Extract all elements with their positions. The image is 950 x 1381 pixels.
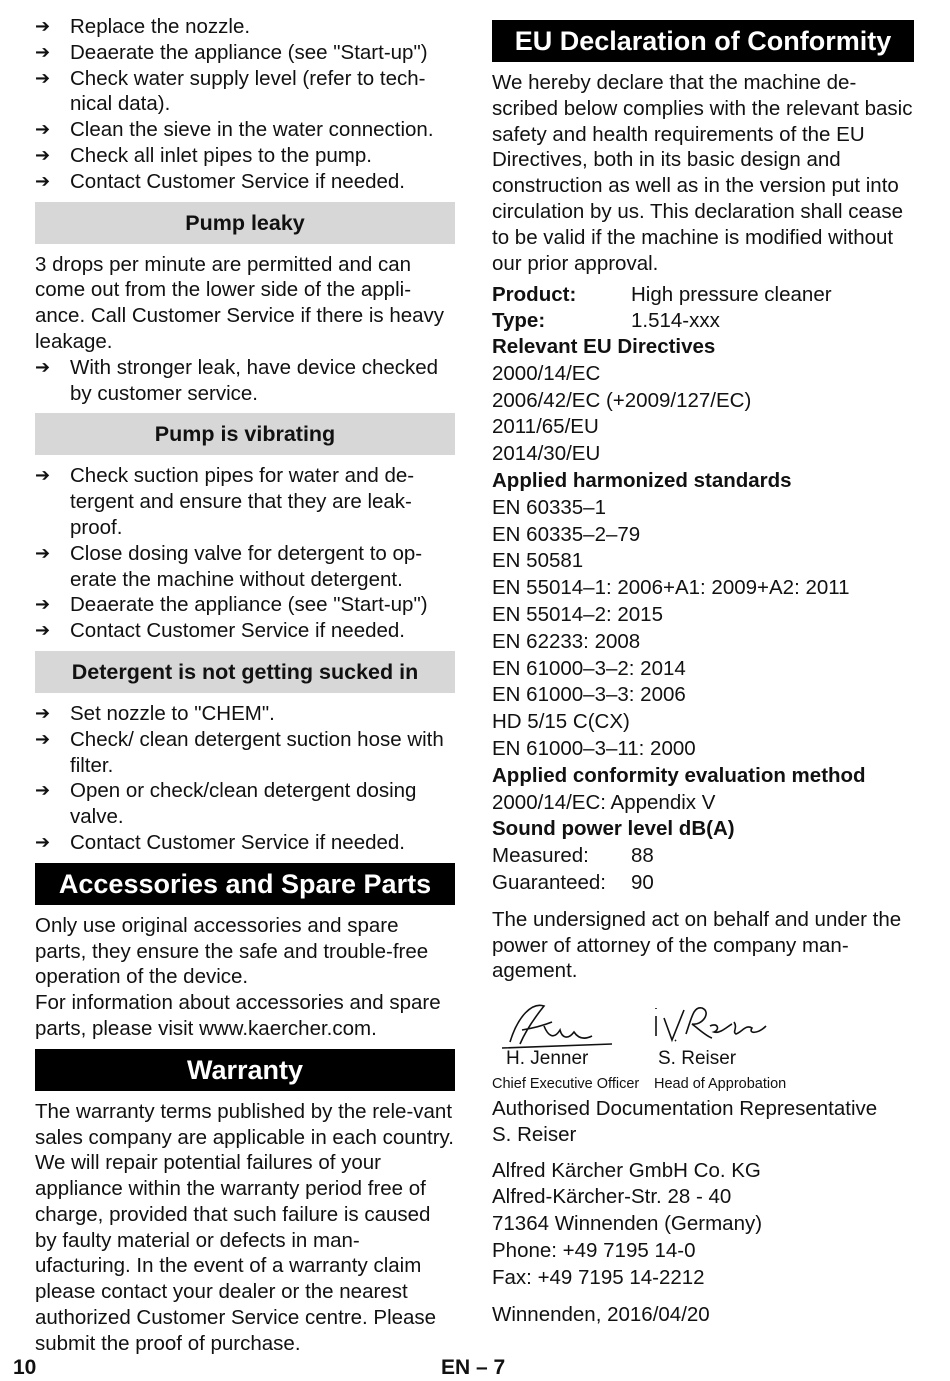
standard-item: EN 55014–1: 2006+A1: 2009+A2: 2011: [492, 576, 850, 600]
measured-row: [492, 843, 914, 870]
type-value: 1.514-xxx: [631, 309, 720, 333]
directive-item: 2006/42/EC (+2009/127/EC): [492, 388, 752, 412]
directive-item: 2011/65/EU: [492, 415, 599, 439]
step-item: ➔ Contact Customer Service if needed.: [35, 830, 405, 854]
standard-item: EN 50581: [492, 549, 584, 573]
arrow-icon: ➔: [35, 170, 51, 191]
arrow-icon: ➔: [35, 780, 51, 801]
standard-item: EN 61000–3–3: 2006: [492, 683, 686, 707]
type-label: Type:: [492, 309, 546, 333]
right-column: [492, 14, 914, 1327]
product-value: High pressure cleaner: [631, 283, 832, 307]
step-item: ➔ Check suction pipes for water and de-tergent and ensure that they are leak-proof.: [35, 464, 415, 539]
detergent-steps: [35, 701, 455, 856]
pump-vibrating-heading: Pump is vibrating: [35, 413, 455, 455]
directives-title: Relevant EU Directives: [492, 334, 716, 358]
arrow-icon: ➔: [35, 831, 51, 852]
step-item: ➔ Deaerate the appliance (see "Start-up"): [35, 593, 428, 617]
method-value: 2000/14/EC: Appendix V: [492, 790, 716, 814]
step-item: ➔ Check all inlet pipes to the pump.: [35, 143, 372, 167]
method-title: Applied conformity evaluation method: [492, 763, 866, 787]
guaranteed-value: 90: [631, 870, 654, 894]
step-item: ➔ Replace the nozzle.: [35, 15, 251, 38]
arrow-icon: ➔: [35, 702, 51, 723]
undersigned-text: The undersigned act on behalf and under the power of attorney of the company man-agement.: [492, 907, 902, 983]
step-item: ➔ Check/ clean detergent suction hose with filter.: [35, 727, 444, 777]
step-item: ➔ Close dosing valve for detergent to op-erate the machine without detergent.: [35, 541, 423, 591]
accessories-heading: Accessories and Spare Parts: [35, 863, 455, 905]
warranty-heading: Warranty: [35, 1049, 455, 1091]
address-line: Alfred Kärcher GmbH Co. KG: [492, 1158, 761, 1182]
declaration-intro: We hereby declare that the machine de-scribed below complies with the relevant basic safety and health requirements of the EU Directives, both in its basic design and construction as well as in the version put into circulation by us. This declaration shall cease to be valid if the machine is modified without our prior approval.: [492, 71, 913, 275]
arrow-icon: ➔: [35, 16, 51, 36]
arrow-icon: ➔: [35, 542, 51, 563]
representative-name: S. Reiser: [492, 1122, 577, 1146]
type-row: [492, 308, 914, 334]
step-item: ➔ Contact Customer Service if needed.: [35, 169, 405, 193]
directive-item: 2000/14/EC: [492, 361, 601, 385]
sound-title: Sound power level dB(A): [492, 817, 735, 841]
standard-item: EN 62233: 2008: [492, 629, 641, 653]
product-label: Product:: [492, 283, 577, 307]
signature-block: [492, 996, 642, 1096]
standard-item: EN 61000–3–11: 2000: [492, 736, 696, 760]
arrow-icon: ➔: [35, 465, 51, 486]
arrow-icon: ➔: [35, 728, 51, 749]
signatory-role: Chief Executive Officer: [492, 1076, 640, 1093]
measured-label: Measured:: [492, 844, 589, 868]
address-line: Fax: +49 7195 14-2212: [492, 1265, 705, 1289]
step-item: ➔ Check water supply level (refer to tech- nical data).: [35, 66, 426, 116]
guaranteed-row: [492, 870, 914, 897]
address-line: Alfred-Kärcher-Str. 28 - 40: [492, 1185, 732, 1209]
pump-leaky-text: 3 drops per minute are permitted and can come out from the lower side of the appli-ance. Call Customer Service if there is heavy leakage.: [35, 252, 445, 353]
standard-item: EN 61000–3–2: 2014: [492, 656, 686, 680]
accessories-text: Only use original accessories and spare parts, they ensure the safe and trouble-free operation of the device.: [35, 913, 429, 989]
product-row: [492, 282, 914, 308]
address-line: Phone: +49 7195 14-0: [492, 1239, 696, 1263]
arrow-icon: ➔: [35, 144, 51, 165]
arrow-icon: ➔: [35, 356, 51, 377]
pump-vibrating-steps: [35, 463, 455, 644]
standards-title: Applied harmonized standards: [492, 468, 792, 492]
step-item: ➔ With stronger leak, have device checked by customer service.: [35, 355, 439, 405]
accessories-link-text: For information about accessories and spare parts, please visit www.kaercher.com.: [35, 991, 441, 1040]
step-item: ➔ Set nozzle to "CHEM".: [35, 701, 275, 725]
arrow-icon: ➔: [35, 119, 51, 140]
address-line: 71364 Winnenden (Germany): [492, 1212, 763, 1236]
step-item: ➔ Contact Customer Service if needed.: [35, 619, 405, 643]
signatory-role: Head of Approbation: [654, 1076, 787, 1093]
detergent-heading: Detergent is not getting sucked in: [35, 651, 455, 693]
signatures: [492, 996, 914, 1096]
arrow-icon: ➔: [35, 41, 51, 62]
step-item: ➔ Deaerate the appliance (see "Start-up"): [35, 40, 428, 64]
guaranteed-label: Guaranteed:: [492, 870, 606, 894]
arrow-icon: ➔: [35, 620, 51, 641]
pump-leaky-heading: Pump leaky: [35, 202, 455, 244]
directive-item: 2014/30/EU: [492, 442, 601, 466]
intro-steps: [35, 14, 455, 195]
standard-item: EN 55014–2: 2015: [492, 602, 663, 626]
warranty-text: The warranty terms published by the rele-vant sales company are applicable in each country. We will repair potential failures of your appliance within the warranty period free of charge, provided that such failure is caused by faulty material or defects in man-ufacturing. In the event of a warranty claim please contact your dealer or the nearest authorized Customer Service centre. Please submit the proof of purchase.: [35, 1099, 454, 1355]
standard-item: HD 5/15 C(CX): [492, 710, 630, 734]
arrow-icon: ➔: [35, 594, 51, 615]
section-label: EN – 7: [441, 1356, 506, 1379]
place-date: Winnenden, 2016/04/20: [492, 1302, 710, 1326]
measured-value: 88: [631, 844, 654, 868]
address-block: [492, 1158, 914, 1292]
step-item: ➔ Clean the sieve in the water connection.: [35, 118, 434, 142]
representative-line: Authorised Documentation Representative: [492, 1097, 878, 1121]
signature-block: [648, 996, 798, 1096]
standard-item: EN 60335–1: [492, 495, 606, 519]
signatory-name: H. Jenner: [506, 1048, 589, 1070]
page-number: 10: [13, 1356, 37, 1379]
signatory-name: S. Reiser: [658, 1048, 737, 1070]
standard-item: EN 60335–2–79: [492, 522, 641, 546]
left-column: [35, 14, 455, 1357]
eu-declaration-heading: EU Declaration of Conformity: [492, 20, 914, 62]
step-item: ➔ Open or check/clean detergent dosing valve.: [35, 779, 417, 829]
pump-leaky-steps: [35, 355, 455, 407]
arrow-icon: ➔: [35, 67, 51, 88]
